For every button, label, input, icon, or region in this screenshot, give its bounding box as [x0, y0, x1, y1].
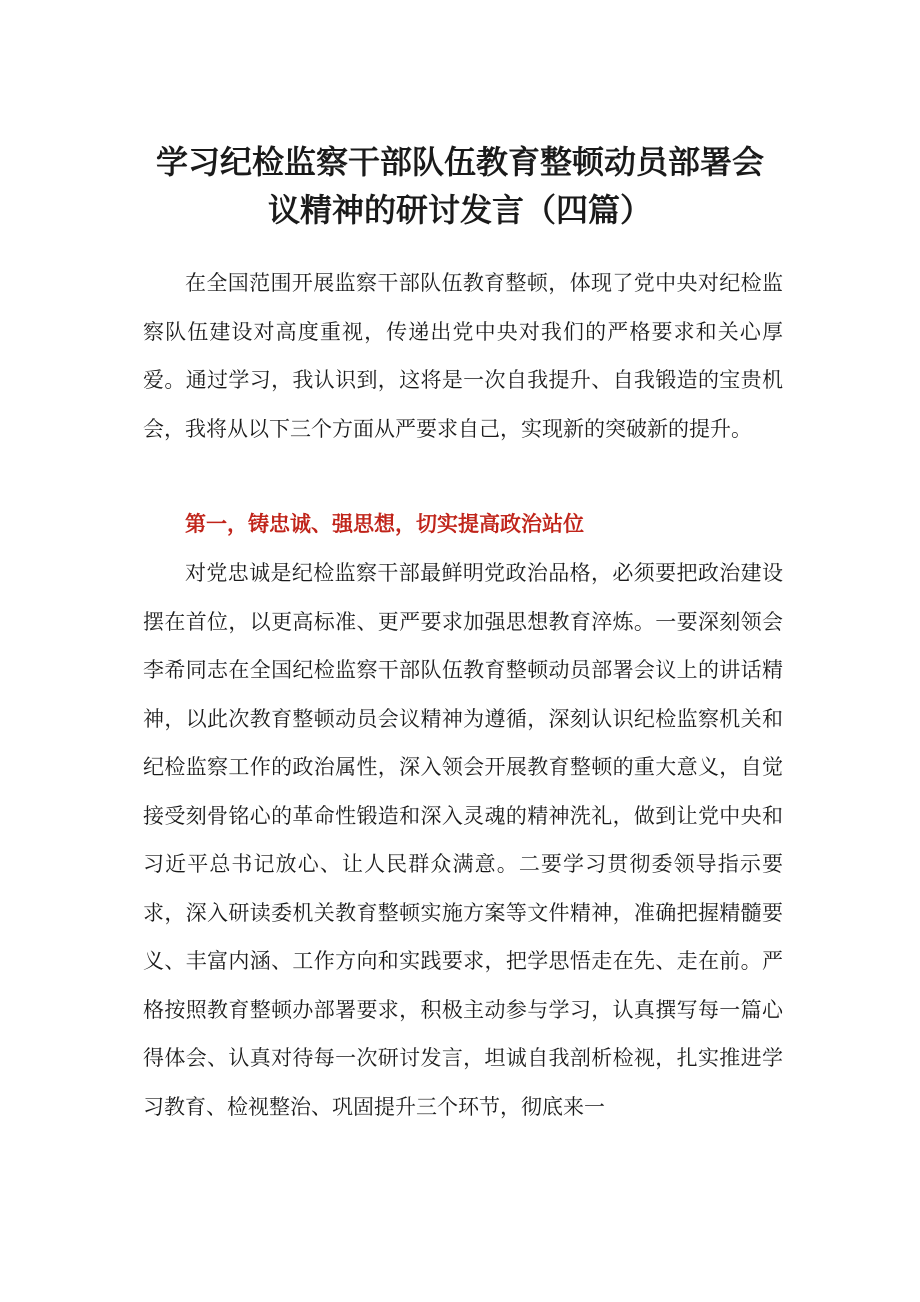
- section-heading-1: 第一，铸忠诚、强思想，切实提高政治站位: [185, 512, 584, 536]
- intro-paragraph: 在全国范围开展监察干部队伍教育整顿，体现了党中央对纪检监察队伍建设对高度重视，传递出党中央对我们的严格要求和关心厚爱。通过学习，我认识到，这将是一次自我提升、自我锻造的宝贵机会，我将从以下三个方面从严要求自己，实现新的突破新的提升。: [143, 271, 783, 441]
- document-title: [100, 138, 820, 234]
- title-line-1: 学习纪检监察干部队伍教育整顿动员部署会: [155, 143, 764, 181]
- title-line-2: 议精神的研讨发言（四篇）: [267, 191, 652, 229]
- section-1-paragraph: 对党忠诚是纪检监察干部最鲜明党政治品格，必须要把政治建设摆在首位，以更高标准、更严要求加强思想教育淬炼。一要深刻领会李希同志在全国纪检监察干部队伍教育整顿动员部署会议上的讲话精神，以此次教育整顿动员会议精神为遵循，深刻认识纪检监察机关和纪检监察工作的政治属性，深入领会开展教育整顿的重大意义，自觉接受刻骨铭心的革命性锻造和深入灵魂的精神洗礼，做到让党中央和习近平总书记放心、让人民群众满意。二要学习贯彻委领导指示要求，深入研读委机关教育整顿实施方案等文件精神，准确把握精髓要义、丰富内涵、工作方向和实践要求，把学思悟走在先、走在前。严格按照教育整顿办部署要求，积极主动参与学习，认真撰写每一篇心得体会、认真对待每一次研讨发言，坦诚自我剖析检视，扎实推进学习教育、检视整治、巩固提升三个环节，彻底来一: [143, 561, 783, 1119]
